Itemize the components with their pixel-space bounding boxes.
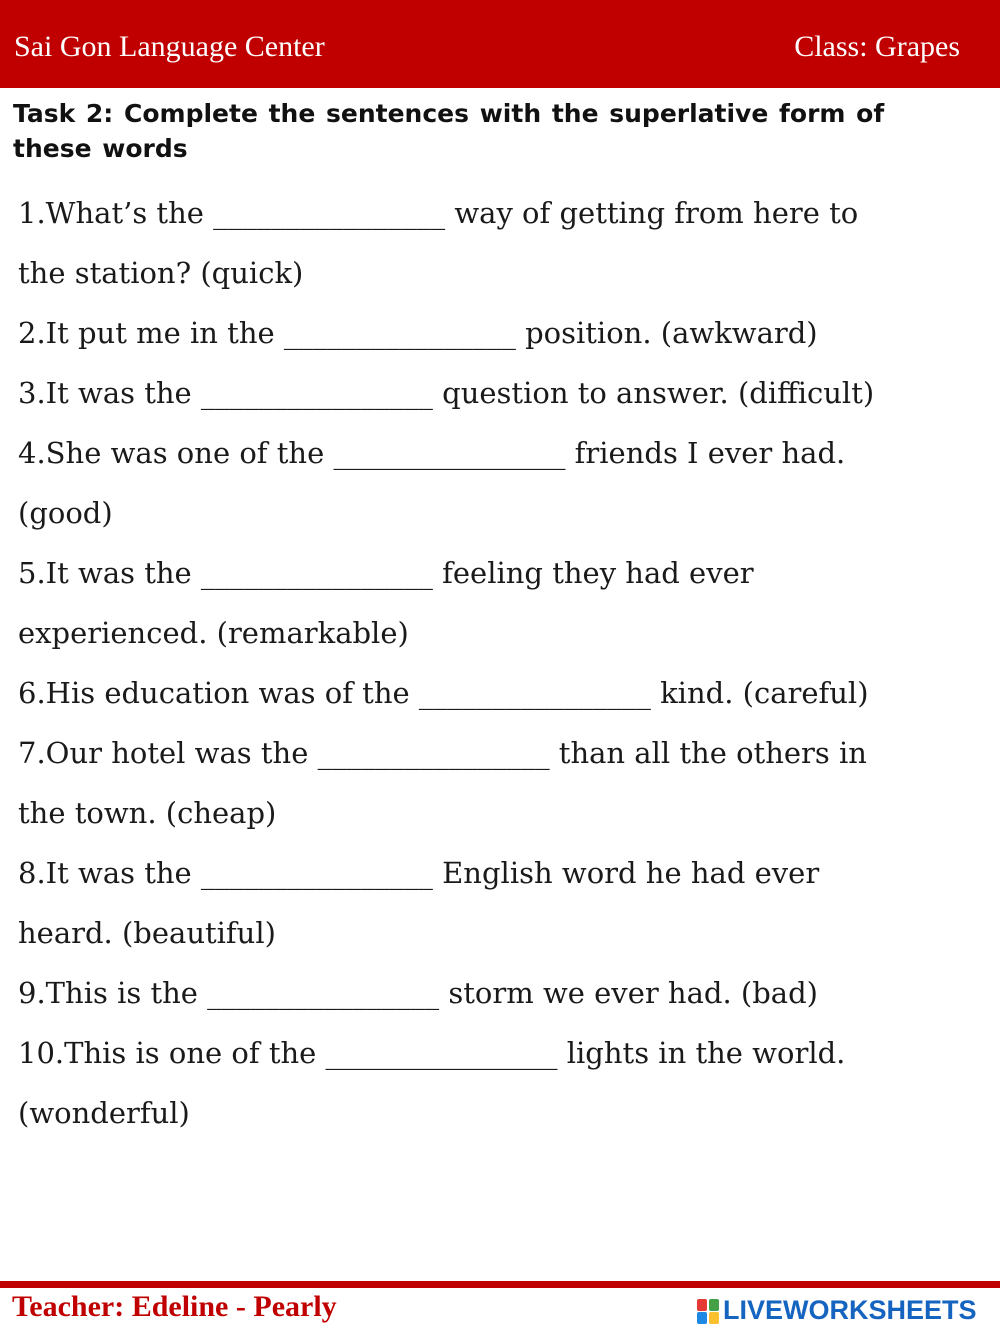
sentence-line: 3.It was the ________________ question to answer. (difficult)	[18, 376, 875, 410]
center-name: Sai Gon Language Center	[14, 30, 325, 63]
sentence-line: 6.His education was of the ________________ kind. (careful)	[18, 676, 869, 710]
header-bar	[0, 0, 1000, 88]
sentence-line: the town. (cheap)	[18, 796, 277, 830]
sentence-line: 10.This is one of the ________________ lights in the world.	[18, 1036, 846, 1070]
sentence-line: 2.It put me in the ________________ position. (awkward)	[18, 316, 818, 350]
task-line-2: these words	[13, 134, 188, 163]
class-label: Class: Grapes	[794, 30, 960, 63]
sentence-line: 1.What’s the ________________ way of getting from here to	[18, 196, 859, 230]
liveworksheets-brand[interactable]	[697, 1295, 977, 1326]
sentence-line: 4.She was one of the ________________ friends I ever had.	[18, 436, 846, 470]
teacher-name: Teacher: Edeline - Pearly	[12, 1290, 337, 1323]
sentence-line: 5.It was the ________________ feeling they had ever	[18, 556, 754, 590]
sentence-line: heard. (beautiful)	[18, 916, 276, 950]
task-instructions	[13, 96, 973, 166]
sentence-line: the station? (quick)	[18, 256, 304, 290]
brand-text: LIVEWORKSHEETS	[723, 1295, 977, 1325]
sentence-list	[18, 183, 993, 1143]
liveworksheets-logo-icon	[697, 1297, 721, 1325]
sentence-line: 9.This is the ________________ storm we ever had. (bad)	[18, 976, 818, 1010]
sentence-line: experienced. (remarkable)	[18, 616, 409, 650]
sentence-line: 7.Our hotel was the ________________ than all the others in	[18, 736, 867, 770]
sentence-line: (good)	[18, 496, 113, 530]
footer-divider	[0, 1281, 1000, 1288]
task-line-1: Task 2: Complete the sentences with the superlative form of	[13, 99, 885, 128]
sentence-line: (wonderful)	[18, 1096, 190, 1130]
sentence-line: 8.It was the ________________ English word he had ever	[18, 856, 820, 890]
